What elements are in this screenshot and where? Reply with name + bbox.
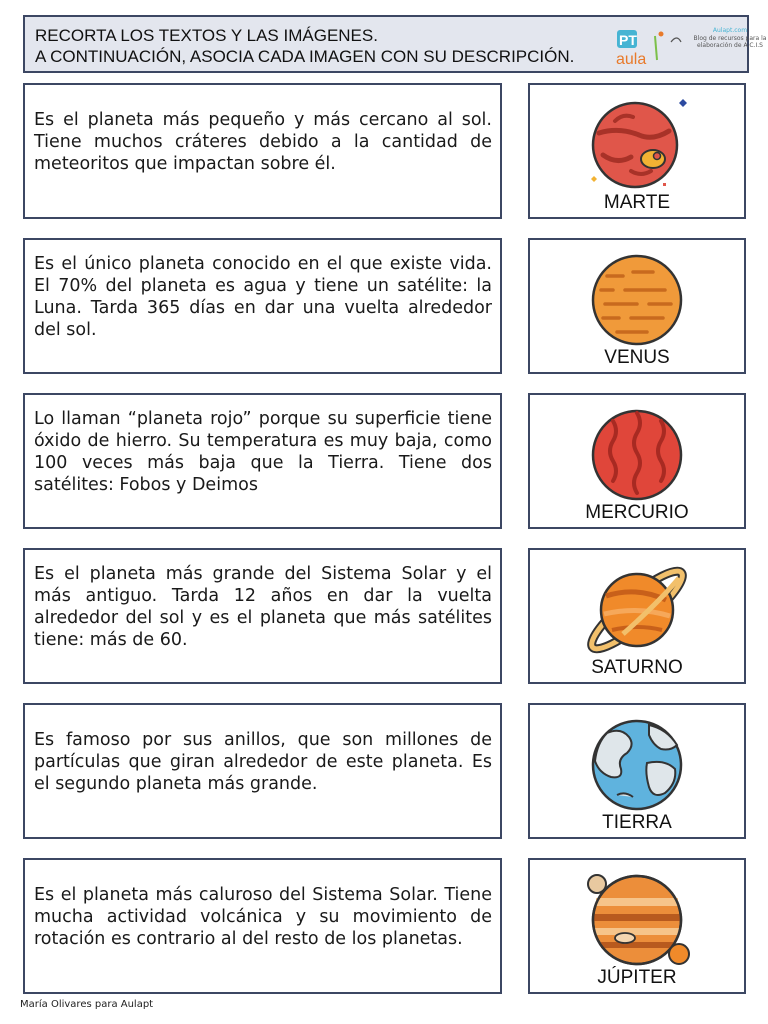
description-card-5: [23, 703, 502, 839]
description-text-1: Es el planeta más pequeño y más cercano al sol. Tiene muchos cráteres debido a la cantidad de meteoritos que impactan sobre él.: [34, 110, 492, 174]
logo-tagline: [693, 27, 767, 49]
svg-text:PT: PT: [619, 32, 637, 48]
description-card-3: [23, 393, 502, 529]
planet-label-4: SATURNO: [591, 657, 683, 678]
svg-text:aula: aula: [616, 51, 647, 68]
description-text-3: Lo llaman “planeta rojo” porque su superficie tiene óxido de hierro. Su temperatura es muy baja, como 100 veces más baja que la Tierra. Tiene dos satélites: Fobos y Deimos: [34, 409, 492, 495]
planet-label-2: VENUS: [604, 347, 670, 368]
planet-card-3: [528, 393, 746, 529]
description-card-1: [23, 83, 502, 219]
planet-label-5: TIERRA: [602, 812, 672, 833]
planet-card-2: [528, 238, 746, 374]
instructions-header: [23, 15, 767, 73]
planet-card-5: [528, 703, 746, 839]
description-card-6: [23, 858, 502, 994]
planet-label-3: MERCURIO: [585, 502, 689, 523]
description-card-2: [23, 238, 502, 374]
description-text-2: Es el único planeta conocido en el que existe vida. El 70% del planeta es agua y tiene un satélite: la Luna. Tarda 365 días en dar una vuelta alrededor del sol.: [34, 254, 492, 340]
planet-card-1: [528, 83, 746, 219]
author-footer: María Olivares para Aulapt: [20, 999, 154, 1010]
earth-planet-icon: [577, 711, 697, 815]
pt-aula-logo: [615, 24, 685, 68]
planet-label-1: MARTE: [603, 192, 671, 213]
venus-planet-icon: [577, 246, 697, 350]
description-card-4: [23, 548, 502, 684]
planet-card-4: [528, 548, 746, 684]
saturn-planet-icon: [572, 556, 702, 660]
jupiter-planet-icon: [577, 866, 697, 970]
planet-label-6: JÚPITER: [597, 967, 677, 988]
mercury-planet-icon: [577, 401, 697, 505]
logo-tagline-text: Blog de recursos para la elaboración de A.C.I.S: [693, 35, 767, 49]
planet-card-6: [528, 858, 746, 994]
mars-planet-icon: [577, 91, 697, 195]
description-text-6: Es el planeta más caluroso del Sistema Solar. Tiene mucha actividad volcánica y su movimiento de rotación es contrario al del resto de los planetas.: [34, 885, 492, 949]
description-text-5: Es famoso por sus anillos, que son millones de partículas que giran alrededor de este planeta. Es el segundo planeta más grande.: [34, 730, 492, 794]
logo-tagline-title: Aulapt.com: [712, 27, 748, 34]
description-text-4: Es el planeta más grande del Sistema Solar y el más antiguo. Tarda 12 años en dar la vuelta alrededor del sol y es el planeta que más satélites tiene: más de 60.: [34, 564, 492, 650]
instructions-line-2: A CONTINUACIÓN, ASOCIA CADA IMAGEN CON SU DESCRIPCIÓN.: [35, 47, 575, 66]
instructions-line-1: RECORTA LOS TEXTOS Y LAS IMÁGENES.: [35, 26, 378, 45]
